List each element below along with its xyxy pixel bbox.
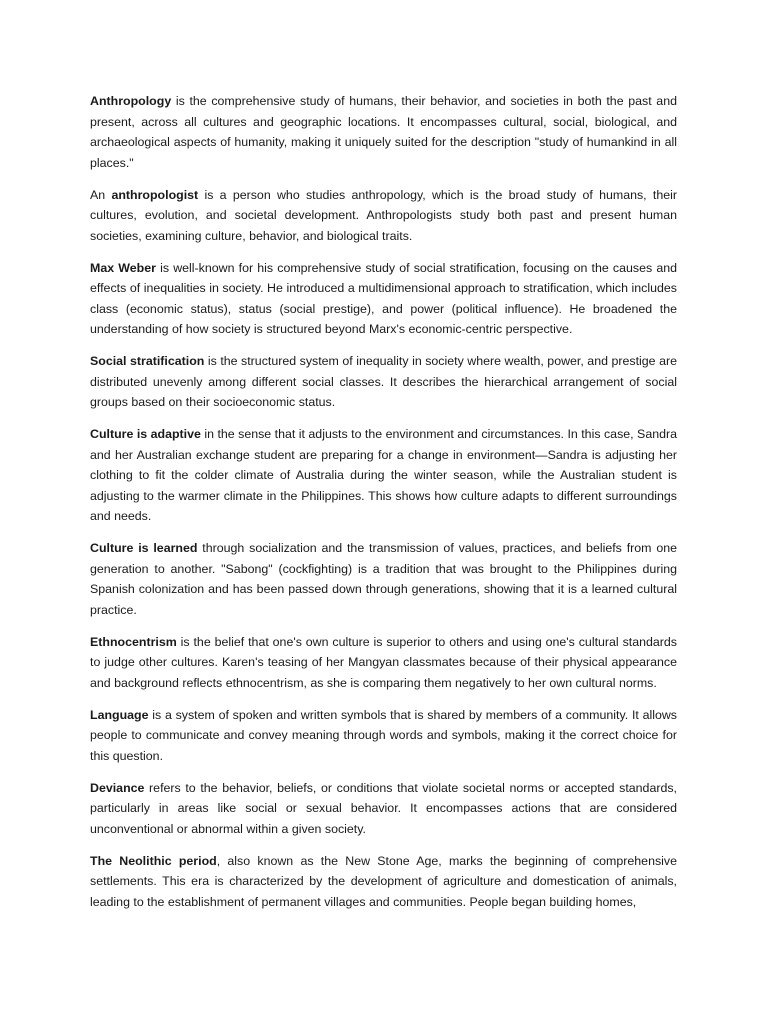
paragraph-text: , also known as the New Stone Age, marks the beginning of comprehensive settlements. This era is characterized by the development of agriculture and domestication of animals, leading to the establishment of permanent villages and communities. People began building homes, bbox=[90, 853, 677, 909]
term-ethnocentrism: Ethnocentrism bbox=[90, 634, 177, 649]
paragraph-culture-adaptive bbox=[90, 424, 677, 527]
term-deviance: Deviance bbox=[90, 780, 145, 795]
document-body bbox=[90, 91, 677, 924]
paragraph-text: is well-known for his comprehensive study of social stratification, focusing on the causes and effects of inequalities in society. He introduced a multidimensional approach to stratification, which includes class (economic status), status (social prestige), and power (political influence). He broadened the understanding of how society is structured beyond Marx's economic-centric perspective. bbox=[90, 260, 677, 336]
paragraph-text: refers to the behavior, beliefs, or conditions that violate societal norms or accepted standards, particularly in areas like social or sexual behavior. It encompasses actions that are considered unconventional or abnormal within a given society. bbox=[90, 780, 677, 836]
term-neolithic-period: The Neolithic period bbox=[90, 853, 217, 868]
paragraph-text: is a system of spoken and written symbols that is shared by members of a community. It allows people to communicate and convey meaning through words and symbols, making it the correct choice for this question. bbox=[90, 707, 677, 763]
paragraph-neolithic-period bbox=[90, 851, 677, 913]
paragraph-max-weber bbox=[90, 258, 677, 340]
term-anthropologist: anthropologist bbox=[111, 187, 199, 202]
paragraph-prefix: An bbox=[90, 187, 112, 202]
paragraph-culture-learned bbox=[90, 538, 677, 620]
paragraph-anthropologist bbox=[90, 185, 677, 247]
paragraph-text: in the sense that it adjusts to the environment and circumstances. In this case, Sandra and her Australian exchange student are preparing for a change in environment—Sandra is adjusting her clothing to fit the colder climate of Australia during the winter season, while the Australian student is adjusting to the warmer climate in the Philippines. This shows how culture adapts to different surroundings and needs. bbox=[90, 427, 678, 523]
term-social-stratification: Social stratification bbox=[90, 354, 205, 368]
term-anthropology: Anthropology bbox=[90, 94, 172, 108]
paragraph-deviance bbox=[90, 778, 677, 840]
paragraph-text: is the structured system of inequality in society where wealth, power, and prestige are distributed unevenly among different social classes. It describes the hierarchical arrangement of social groups based on their socioeconomic status. bbox=[90, 354, 677, 409]
term-language: Language bbox=[90, 707, 149, 722]
paragraph-text: is a person who studies anthropology, which is the broad study of humans, their cultures, evolution, and societal development. Anthropologists study both past and present human societies, examining culture, behavior, and biological traits. bbox=[90, 187, 677, 243]
paragraph-text: is the comprehensive study of humans, their behavior, and societies in both the past and present, across all cultures and geographic locations. It encompasses cultural, social, biological, and archaeological aspects of humanity, making it uniquely suited for the description "study of humankind in all places." bbox=[90, 94, 677, 170]
paragraph-anthropology bbox=[90, 91, 677, 173]
paragraph-text: is the belief that one's own culture is superior to others and using one's cultural standards to judge other cultures. Karen's teasing of her Mangyan classmates because of their physical appearance and background reflects ethnocentrism, as she is comparing them negatively to her own cultural norms. bbox=[90, 634, 677, 690]
term-max-weber: Max Weber bbox=[90, 260, 156, 275]
paragraph-language bbox=[90, 705, 677, 767]
paragraph-text: through socialization and the transmission of values, practices, and beliefs from one generation to another. "Sabong" (cockfighting) is a tradition that was brought to the Philippines during Spanish colonization and has been passed down through generations, showing that it is a learned cultural practice. bbox=[90, 541, 677, 617]
term-culture-learned: Culture is learned bbox=[90, 541, 198, 555]
term-culture-adaptive: Culture is adaptive bbox=[90, 427, 201, 441]
paragraph-social-stratification bbox=[90, 351, 677, 413]
paragraph-ethnocentrism bbox=[90, 632, 677, 694]
